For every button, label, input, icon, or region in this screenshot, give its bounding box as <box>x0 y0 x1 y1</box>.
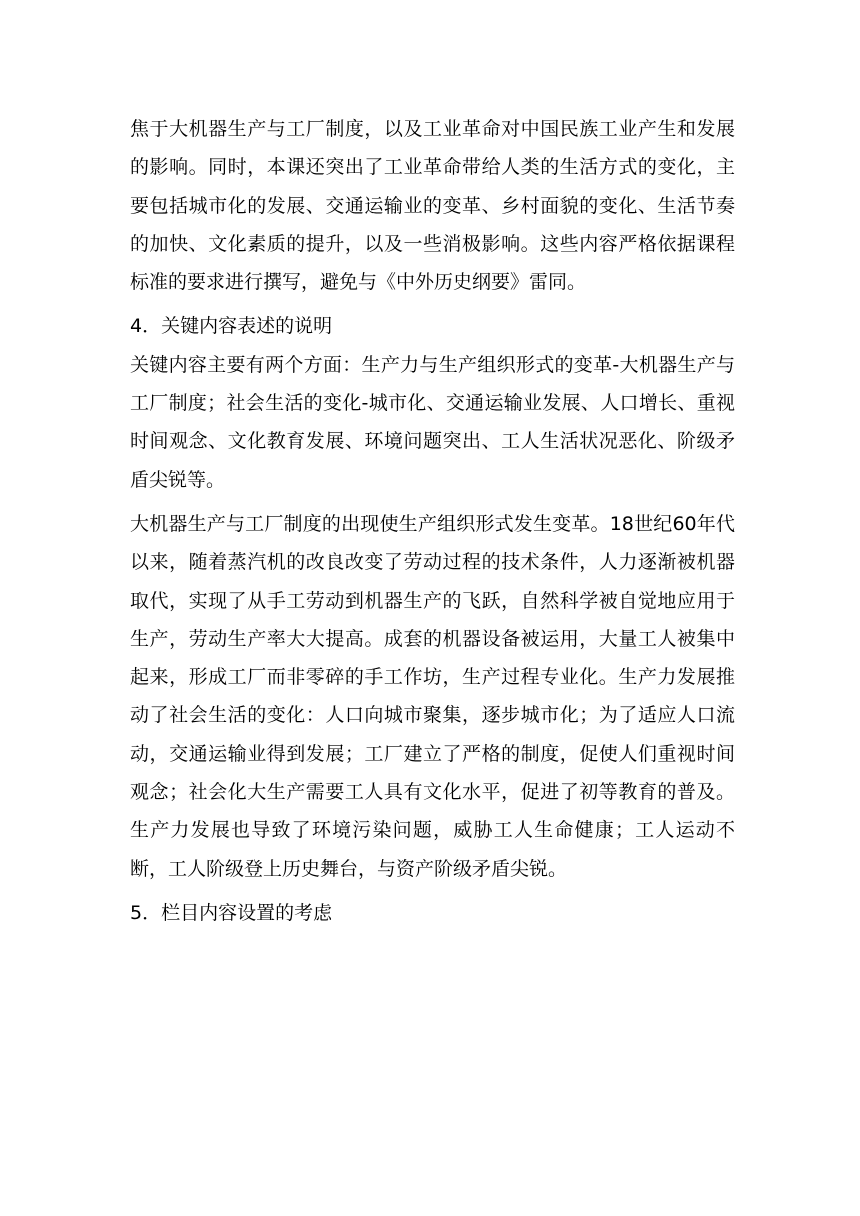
paragraph-key-content: 关键内容主要有两个方面：生产力与生产组织形式的变革-大机器生产与工厂制度；社会生活的变化-城市化、交通运输业发展、人口增长、重视时间观念、文化教育发展、环境问题突出、工人生活状况恶化、阶级矛盾尖锐等。 <box>130 353 735 491</box>
paragraph-industrial-change: 大机器生产与工厂制度的出现使生产组织形式发生变革。18世纪60年代以来，随着蒸汽机的改良改变了劳动过程的技术条件，人力逐渐被机器取代，实现了从手工劳动到机器生产的飞跃，自然科学被自觉地应用于生产，劳动生产率大大提高。成套的机器设备被运用，大量工人被集中起来，形成工厂而非零碎的手工作坊，生产过程专业化。生产力发展推动了社会生活的变化：人口向城市聚集，逐步城市化；为了适应人口流动，交通运输业得到发展；工厂建立了严格的制度，促使人们重视时间观念；社会化大生产需要工人具有文化水平，促进了初等教育的普及。生产力发展也导致了环境污染问题，威胁工人生命健康；工人运动不断，工人阶级登上历史舞台，与资产阶级矛盾尖锐。 <box>130 512 735 880</box>
section-heading-4: 4．关键内容表述的说明 <box>130 315 333 338</box>
section-heading-5: 5．栏目内容设置的考虑 <box>130 901 333 924</box>
paragraph-course-focus: 焦于大机器生产与工厂制度，以及工业革命对中国民族工业产生和发展的影响。同时，本课还突出了工业革命带给人类的生活方式的变化，主要包括城市化的发展、交通运输业的变革、乡村面貌的变化、生活节奏的加快、文化素质的提升，以及一些消极影响。这些内容严格依据课程标准的要求进行撰写，避免与《中外历史纲要》雷同。 <box>130 118 735 294</box>
document-body <box>130 110 735 932</box>
